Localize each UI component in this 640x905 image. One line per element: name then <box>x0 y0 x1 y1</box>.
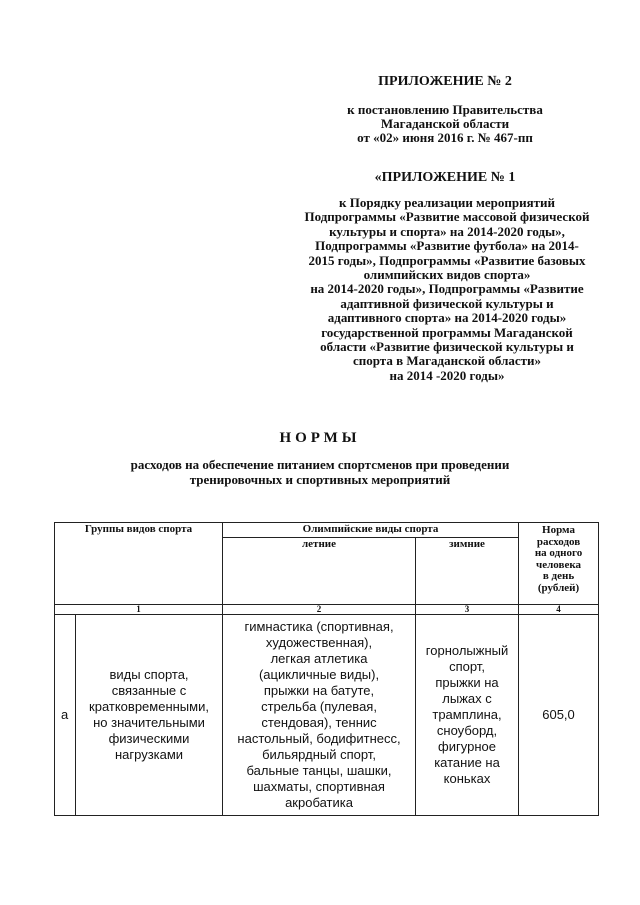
norms-title: НОРМЫ <box>279 430 361 446</box>
ref-line: к Порядку реализации мероприятий <box>338 195 556 210</box>
winter-sports <box>416 615 519 816</box>
cell-line: горнолыжный <box>425 643 509 658</box>
norms-subtitle <box>80 457 560 487</box>
header-summer: летние <box>223 538 416 605</box>
appendix2-title: ПРИЛОЖЕНИЕ № 2 <box>378 74 512 89</box>
ref-line: на 2014 -2020 годы» <box>389 367 505 383</box>
header-groups: Группы видов спорта <box>55 523 223 605</box>
cell-line: (ацикличные виды), <box>258 667 380 682</box>
cell-line: стендовая), теннис <box>261 715 377 730</box>
norm-header-line: Норма <box>542 524 575 536</box>
ref-line: олимпийских видов спорта» <box>363 267 531 283</box>
cell-line: стрельба (пулевая, <box>261 699 377 714</box>
norms-table <box>54 522 599 816</box>
cell-line: лыжах с <box>442 691 492 706</box>
column-number: 3 <box>416 605 519 615</box>
cell-line: легкая атлетика <box>270 651 368 666</box>
cell-line: кратковременными, <box>89 699 209 714</box>
summer-sports <box>223 615 416 816</box>
cell-line: бальные танцы, шашки, <box>246 763 392 778</box>
table-row <box>55 615 599 816</box>
appendix2-reference <box>322 103 568 145</box>
ref-line: государственной программы Магаданской <box>321 324 573 340</box>
ref-line: области «Развитие физической культуры и <box>320 339 574 355</box>
ref-line: культуры и спорта» на 2014-2020 годы», <box>329 223 565 239</box>
cell-line: прыжки на батуте, <box>263 683 375 698</box>
row-letter: а <box>55 615 76 816</box>
header-winter: зимние <box>416 538 519 605</box>
cell-line: бильярдный спорт, <box>262 747 376 762</box>
norm-header-line: человека <box>536 558 581 571</box>
subtitle-line: расходов на обеспечение питанием спортсменов при проведении <box>130 457 510 472</box>
cell-line: шахматы, спортивная <box>253 779 385 794</box>
ref-line: адаптивного спорта» на 2014-2020 годы» <box>327 310 567 326</box>
column-number: 2 <box>223 605 416 615</box>
cell-line: гимнастика (спортивная, <box>244 619 394 634</box>
column-number: 4 <box>519 605 599 615</box>
header-norm <box>519 523 599 605</box>
cell-line: прыжки на <box>435 675 499 690</box>
norm-header-line: (рублей) <box>537 581 580 594</box>
cell-line: коньках <box>443 771 491 786</box>
cell-line: связанные с <box>111 683 187 698</box>
cell-line: физическими <box>108 731 190 746</box>
subtitle-line: тренировочных и спортивных мероприятий <box>189 472 451 487</box>
cell-line: фигурное <box>438 739 496 754</box>
ref-line: адаптивной физической культуры и <box>340 295 554 311</box>
cell-line: виды спорта, <box>109 667 189 682</box>
group-description <box>76 615 223 816</box>
norm-value: 605,0 <box>519 615 599 816</box>
cell-line: катание на <box>434 755 500 770</box>
header-olympic: Олимпийские виды спорта <box>223 523 519 538</box>
cell-line: спорт, <box>449 659 485 674</box>
cell-line: художественная), <box>265 635 373 650</box>
cell-line: сноуборд, <box>436 723 498 738</box>
cell-line: нагрузками <box>114 747 184 762</box>
cell-line: настольный, бодифитнесс, <box>237 731 401 746</box>
ref-line: на 2014-2020 годы», Подпрограммы «Развитие <box>310 281 584 297</box>
norm-header-line: на одного <box>534 547 583 559</box>
norm-header-line: в день <box>542 570 575 582</box>
appendix1-reference <box>262 196 632 383</box>
cell-line: акробатика <box>285 795 353 810</box>
ref-line: от «02» июня 2016 г. № 467-пп <box>357 130 533 145</box>
ref-line: к постановлению Правительства <box>347 102 543 117</box>
ref-line: 2015 годы», Подпрограммы «Развитие базовых <box>308 252 586 268</box>
cell-line: но значительными <box>93 715 205 730</box>
norm-header-line: расходов <box>536 535 581 548</box>
ref-line: Подпрограммы «Развитие массовой физической <box>304 209 590 225</box>
appendix1-title: «ПРИЛОЖЕНИЕ № 1 <box>374 170 516 185</box>
ref-line: Магаданской области <box>380 116 510 131</box>
ref-line: Подпрограммы «Развитие футбола» на 2014- <box>315 238 579 254</box>
cell-line: трамплина, <box>432 707 502 722</box>
ref-line: спорта в Магаданской области» <box>352 353 542 369</box>
column-number: 1 <box>55 605 223 615</box>
